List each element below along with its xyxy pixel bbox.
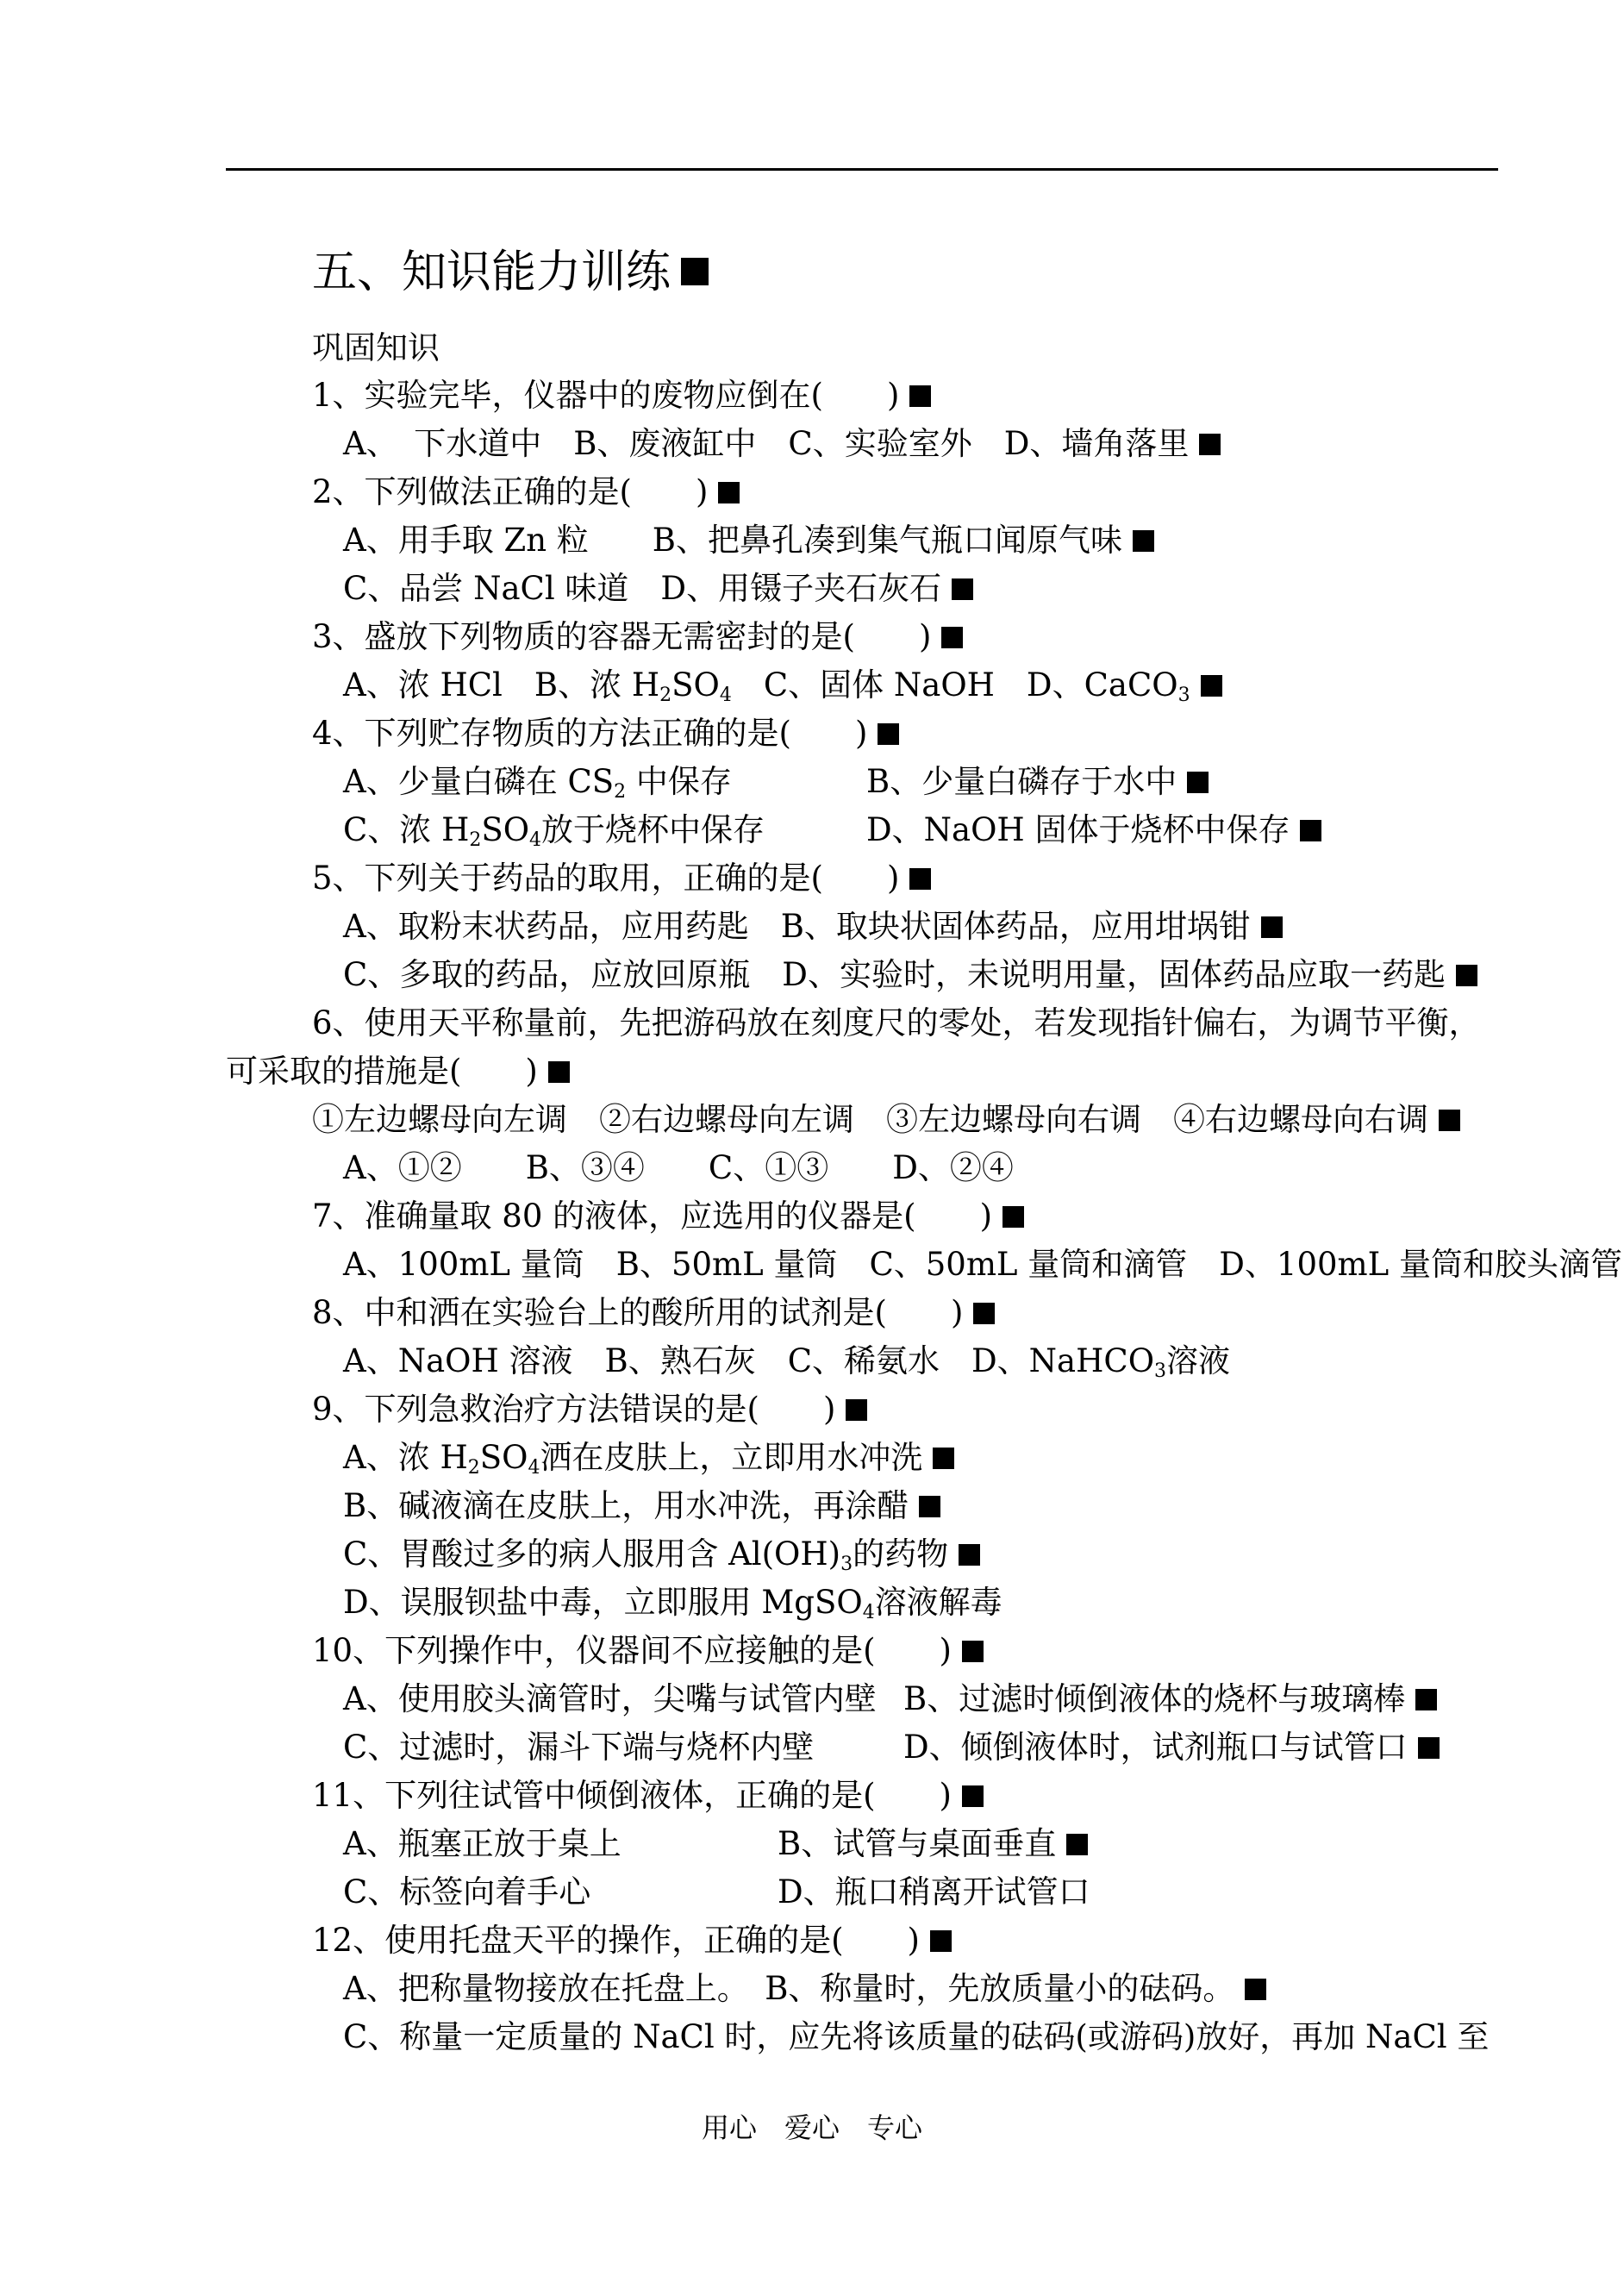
question-8-stem: 8、中和洒在实验台上的酸所用的试剂是( ) xyxy=(312,1294,995,1332)
question-10-option-a: A、使用胶头滴管时，尖嘴与试管内壁 xyxy=(343,1680,877,1717)
square-marker-icon xyxy=(930,1930,952,1952)
question-4-stem: 4、下列贮存物质的方法正确的是( ) xyxy=(312,715,899,753)
question-9-option-c: C、胃酸过多的病人服用含 $Al(OH)_3$的药物 xyxy=(343,1535,980,1573)
question-8-options: A、NaOH 溶液 B、熟石灰 C、稀氨水 D、NaHCO$_3$溶液 xyxy=(343,1342,1231,1382)
question-2-options-line-2: C、品尝 NaCl 味道 D、用镊子夹石灰石 xyxy=(343,570,973,608)
square-marker-icon xyxy=(718,482,740,503)
question-11-option-c: C、标签向着手心 xyxy=(343,1873,591,1910)
square-marker-icon xyxy=(1418,1737,1440,1759)
square-marker-icon xyxy=(1261,916,1283,938)
square-marker-icon xyxy=(1199,434,1221,455)
square-marker-icon xyxy=(1439,1110,1460,1131)
question-12-options-line-1: A、把称量物接放在托盘上。 B、称量时，先放质量小的砝码。 xyxy=(343,1970,1266,2008)
question-3-stem: 3、盛放下列物质的容器无需密封的是( ) xyxy=(312,618,963,656)
square-marker-icon xyxy=(1003,1206,1024,1228)
question-1-stem: 1、实验完毕，仪器中的废物应倒在( ) xyxy=(312,377,931,415)
square-marker-icon xyxy=(919,1496,940,1517)
question-11-stem: 11、下列往试管中倾倒液体，正确的是( ) xyxy=(312,1777,984,1815)
question-9-option-d: D、误服钡盐中毒，立即服用 MgSO$_4$溶液解毒 xyxy=(343,1584,1003,1623)
question-2-stem: 2、下列做法正确的是( ) xyxy=(312,473,740,511)
question-11-option-a: A、瓶塞正放于桌上 xyxy=(343,1825,621,1862)
question-10-option-c: C、过滤时，漏斗下端与烧杯内壁 xyxy=(343,1729,815,1766)
square-marker-icon xyxy=(1187,772,1209,793)
square-marker-icon xyxy=(681,258,709,285)
square-marker-icon xyxy=(846,1399,867,1421)
square-marker-icon xyxy=(1456,965,1477,986)
question-10-option-d: D、倾倒液体时，试剂瓶口与试管口 xyxy=(903,1729,1440,1767)
square-marker-icon xyxy=(1245,1979,1266,2000)
question-4-option-d: D、NaOH 固体于烧杯中保存 xyxy=(866,811,1321,849)
question-6-options: A、①② B、③④ C、①③ D、②④ xyxy=(343,1149,1014,1186)
question-9-stem: 9、下列急救治疗方法错误的是( ) xyxy=(312,1391,867,1429)
question-12-options-line-2: C、称量一定质量的 NaCl 时，应先将该质量的砝码(或游码)放好，再加 NaCl 至 xyxy=(343,2018,1490,2055)
page-footer: 用心 爱心 专心 xyxy=(701,2111,922,2144)
question-10-option-b: B、过滤时倾倒液体的烧杯与玻璃棒 xyxy=(903,1680,1437,1718)
square-marker-icon xyxy=(878,723,899,745)
square-marker-icon xyxy=(1201,675,1222,697)
question-3-options: A、浓 HCl B、浓 $H_2SO_4$ C、固体 NaOH D、CaCO$_3$ xyxy=(343,666,1222,704)
question-9-option-a: A、浓 $H_2SO_4$洒在皮肤上，立即用水冲洗 xyxy=(343,1439,954,1477)
subheading: 巩固知识 xyxy=(312,329,440,366)
question-7-options: A、100mL 量筒 B、50mL 量筒 C、50mL 量筒和滴管 D、100mL 量筒和胶头滴管 xyxy=(343,1246,1622,1283)
question-5-stem: 5、下列关于药品的取用，正确的是( ) xyxy=(312,860,931,897)
question-4-option-b: B、少量白磷存于水中 xyxy=(866,763,1209,801)
question-7-stem: 7、准确量取 80 的液体，应选用的仪器是( ) xyxy=(312,1198,1024,1235)
question-4-option-a: A、少量白磷在 $CS_2$ 中保存 xyxy=(343,763,732,803)
question-10-stem: 10、下列操作中，仪器间不应接触的是( ) xyxy=(312,1632,984,1670)
question-12-stem: 12、使用托盘天平的操作，正确的是( ) xyxy=(312,1922,952,1960)
square-marker-icon xyxy=(548,1061,570,1083)
question-4-option-c: C、浓 $H_2SO_4$放于烧杯中保存 xyxy=(343,811,765,851)
square-marker-icon xyxy=(1066,1834,1088,1855)
square-marker-icon xyxy=(909,868,931,890)
question-11-option-b: B、试管与桌面垂直 xyxy=(778,1825,1088,1863)
question-6-items: ①左边螺母向左调 ②右边螺母向左调 ③左边螺母向右调 ④右边螺母向右调 xyxy=(312,1101,1460,1139)
square-marker-icon xyxy=(909,385,931,407)
square-marker-icon xyxy=(1300,820,1321,841)
square-marker-icon xyxy=(962,1785,984,1807)
question-11-option-d: D、瓶口稍离开试管口 xyxy=(778,1873,1090,1910)
question-9-option-b: B、碱液滴在皮肤上，用水冲洗，再涂醋 xyxy=(343,1487,940,1525)
question-1-options: A、 下水道中 B、废液缸中 C、实验室外 D、墙角落里 xyxy=(343,425,1221,463)
header-rule xyxy=(226,168,1498,171)
square-marker-icon xyxy=(959,1544,980,1566)
square-marker-icon xyxy=(962,1641,984,1662)
square-marker-icon xyxy=(973,1303,995,1324)
square-marker-icon xyxy=(1133,530,1154,552)
question-5-options-line-2: C、多取的药品，应放回原瓶 D、实验时，未说明用量，固体药品应取一药匙 xyxy=(343,956,1477,994)
section-heading: 五、知识能力训练 xyxy=(312,247,709,298)
square-marker-icon xyxy=(952,578,973,600)
question-5-options-line-1: A、取粉末状药品，应用药匙 B、取块状固体药品，应用坩埚钳 xyxy=(343,908,1283,946)
square-marker-icon xyxy=(933,1448,954,1469)
question-6-stem-line-1: 6、使用天平称量前，先把游码放在刻度尺的零处，若发现指针偏右，为调节平衡， xyxy=(312,1004,1481,1041)
question-6-stem-line-2: 可采取的措施是( ) xyxy=(226,1053,570,1091)
square-marker-icon xyxy=(941,627,963,648)
question-2-options-line-1: A、用手取 Zn 粒 B、把鼻孔凑到集气瓶口闻原气味 xyxy=(343,522,1154,560)
square-marker-icon xyxy=(1415,1689,1437,1710)
